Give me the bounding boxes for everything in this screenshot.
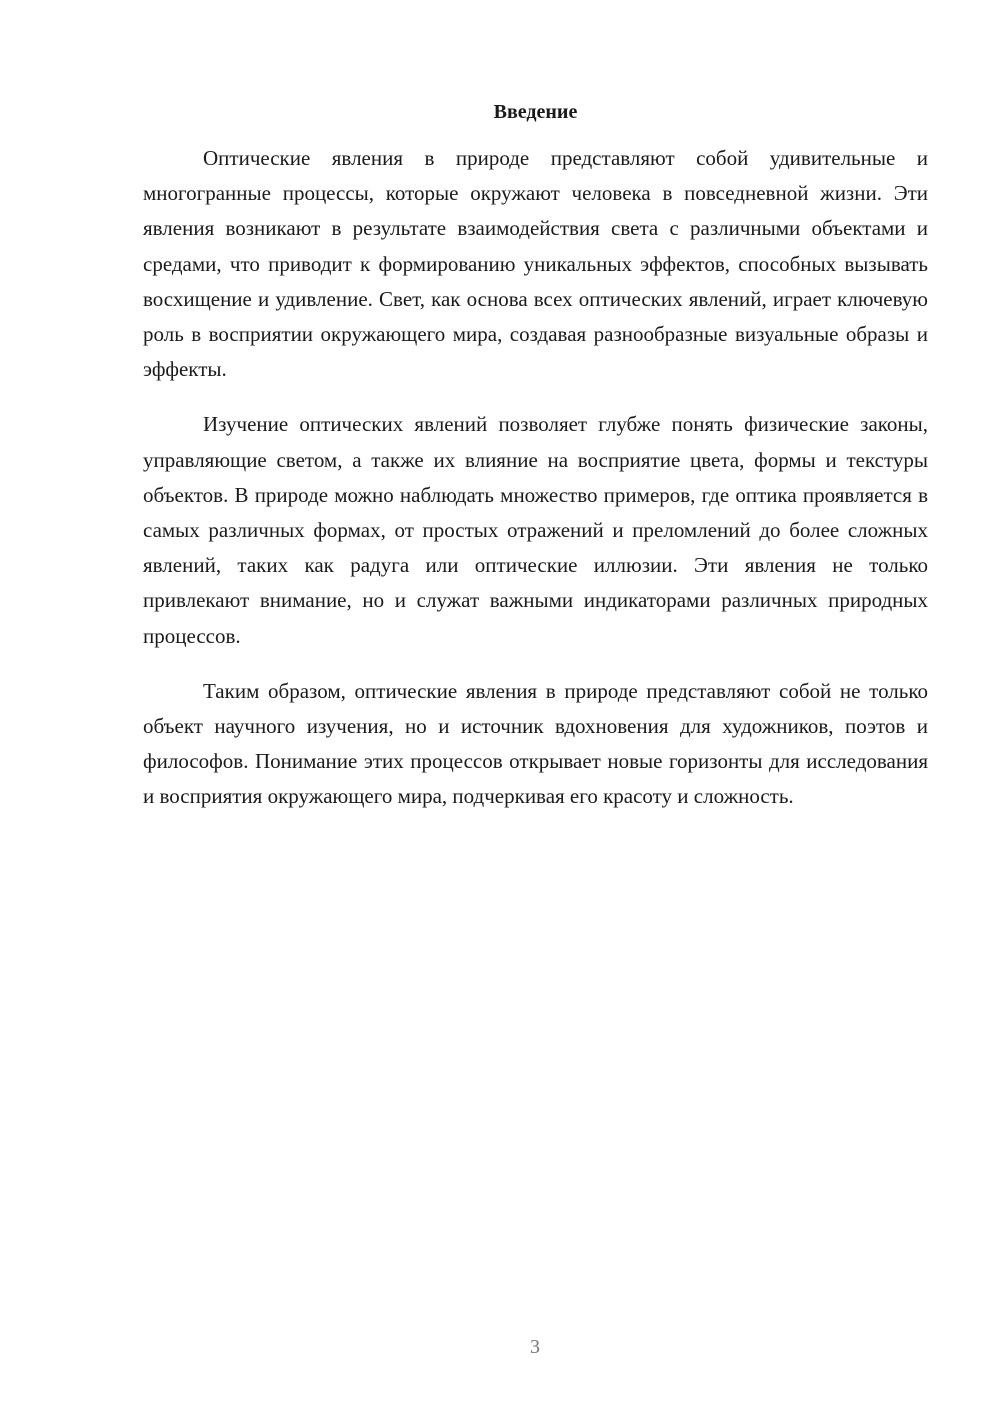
paragraph-2: Изучение оптических явлений позволяет глубже понять физические законы, управляющие светом, а также их влияние на восприятие цвета, формы и текстуры объектов. В природе можно наблюдать множество примеров, где оптика проявляется в самых различных формах, от простых отражений и преломлений до более сложных явлений, таких как радуга или оптические иллюзии. Эти явления не только привлекают внимание, но и служат важными индикаторами различных природных процессов.: [143, 412, 928, 648]
section-heading: Введение: [493, 101, 578, 123]
body-text: [143, 141, 928, 835]
paragraph-1: Оптические явления в природе представляют собой удивительные и многогранные процессы, которые окружают человека в повседневной жизни. Эти явления возникают в результате взаимодействия света с различными объектами и средами, что приводит к формированию уникальных эффектов, способных вызывать восхищение и удивление. Свет, как основа всех оптических явлений, играет ключевую роль в восприятии окружающего мира, создавая разнообразные визуальные образы и эффекты.: [143, 146, 928, 382]
paragraph-3: Таким образом, оптические явления в природе представляют собой не только объект научного изучения, но и источник вдохновения для художников, поэтов и философов. Понимание этих процессов открывает новые горизонты для исследования и восприятия окружающего мира, подчеркивая его красоту и сложность.: [143, 678, 928, 809]
page-number: 3: [530, 1336, 540, 1358]
